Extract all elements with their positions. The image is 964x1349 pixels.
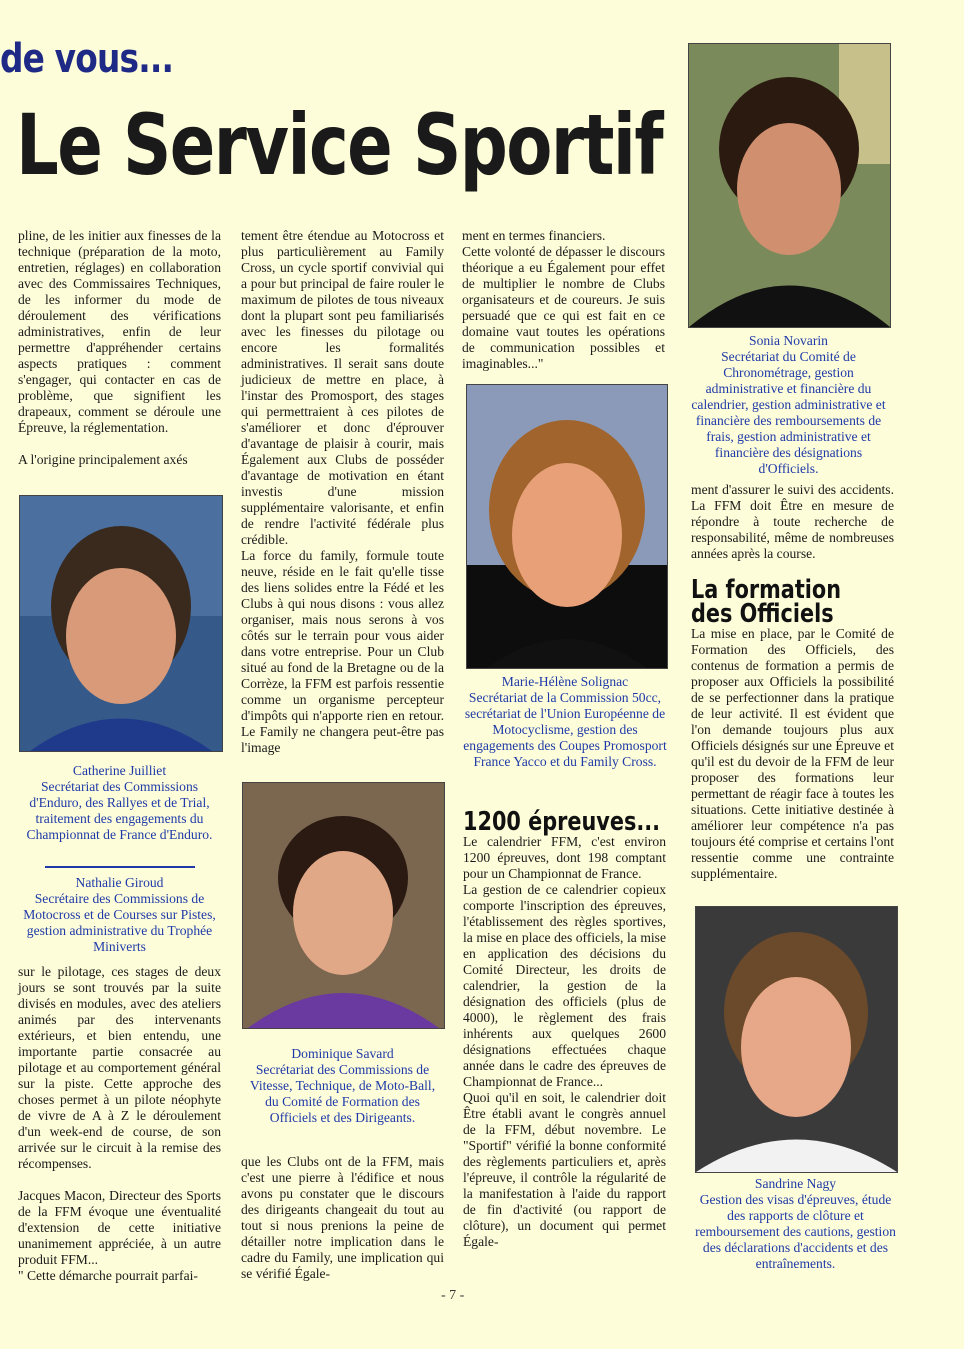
- paragraph: Cette volonté de dépasser le discours théorique a eu Également pour effet de multiplier le nombre de Clubs organisateurs et de coureurs. Je suis persuadé que ce qui est fait en ce domaine vaut toutes les opérations de communication possibles et imaginables...": [462, 244, 665, 371]
- caption-marie-helene-solignac: [462, 674, 668, 770]
- caption-role: Secrétaire des Commissions de Motocross et de Courses sur Pistes, gestion administrative du Trophée Miniverts: [23, 891, 216, 954]
- column-2-bottom: [241, 1154, 444, 1282]
- paragraph: La mise en place, par le Comité de Formation des Officiels, des contenus de formation a permis de proposer aux Officiels la possibilité de se perfectionner dans la pratique de leur activité. Il est évident que l'on demande toujours plus aux Officiels désignés sur une Épreuve et qu'il est du devoir de la FFM de leur proposer des formations leur permettant de réagir face à toutes les situations. Cette initiative destinée à améliorer leur compétence n'a pas toujours été comprise et certains l'ont ressentie comme une contrainte supplémentaire.: [691, 626, 894, 881]
- caption-nathalie-giroud: [18, 875, 221, 955]
- photo-catherine-juilliet: [19, 495, 223, 752]
- column-1-top: [18, 228, 221, 468]
- paragraph: ment d'assurer le suivi des accidents. La FFM doit Être en mesure de répondre à toute recherche de responsabilité, même de nombreuses années après la course.: [691, 482, 894, 561]
- paragraph: ment en termes financiers.: [462, 228, 606, 243]
- photo-sandrine-nagy: [695, 906, 898, 1173]
- paragraph: que les Clubs ont de la FFM, mais c'est une pierre à l'édifice et nous avons pu constater que le discours des dirigeants changeait du tout au tout si nous prenions la peine de détailler notre implication dans le cadre du Family, une implication qui se vérifié Égale-: [241, 1154, 444, 1281]
- column-1-bottom: [18, 964, 221, 1284]
- column-4-middle: [691, 626, 894, 882]
- caption-name: Catherine Juilliet: [72, 763, 167, 778]
- photo-dominique-savard: [242, 782, 445, 1029]
- caption-role: Secrétariat des Commissions d'Enduro, des Rallyes et de Trial, traitement des engagements du Championnat de France d'Enduro.: [26, 779, 213, 842]
- section-kicker: de vous...: [0, 36, 174, 82]
- caption-role: Gestion des visas d'épreuves, étude des rapports de clôture et remboursement des cautions, gestion des déclarations d'accidents et des entraînements.: [695, 1192, 896, 1271]
- caption-sonia-novarin: [686, 333, 891, 477]
- paragraph: A l'origine principalement axés: [18, 452, 188, 467]
- section-heading-formation-line-1: La formation: [691, 575, 842, 605]
- paragraph: Jacques Macon, Directeur des Sports de la FFM évoque une éventualité d'extension de cette initiative unanimement appréciée, à un autre produit FFM...: [18, 1188, 221, 1267]
- section-heading-1200-epreuves: 1200 épreuves...: [463, 807, 661, 837]
- page-title: Le Service Sportif: [16, 96, 662, 194]
- column-2-top: [241, 228, 444, 756]
- paragraph: Le calendrier FFM, c'est environ 1200 épreuves, dont 198 comptant pour un Championnat de France.: [463, 834, 666, 881]
- caption-divider: [45, 866, 195, 868]
- page-number: - 7 -: [441, 1288, 465, 1303]
- column-3-top: [462, 228, 665, 372]
- paragraph: La force du family, formule toute neuve, réside en le fait qu'elle tisse des liens solides entre la Fédé et les Clubs à qui nous disons : vous allez organiser, mais nous serons à vos côtés sur le terrain pour vous aider dans votre entreprise. Pour un Club situé au fond de la Bretagne ou de la Corrèze, la FFM est parfois ressentie comme un organisme percepteur d'impôts qui n'apporte rien en retour. Le Family ne changera peut-être pas l'image: [241, 548, 444, 755]
- caption-sandrine-nagy: [695, 1176, 896, 1272]
- caption-name: Sandrine Nagy: [754, 1176, 837, 1191]
- photo-marie-helene-solignac: [466, 384, 668, 669]
- photo-sonia-novarin: [688, 43, 891, 328]
- caption-name: Dominique Savard: [291, 1046, 394, 1061]
- paragraph: Quoi qu'il en soit, le calendrier doit Être établi avant le congrès annuel de la FFM, début novembre. Le "Sportif" vérifié la bonne conformité des règlements particuliers et, après l'épreuve, il contrôle la régularité de la manifestation à l'aide du rapport de fin d'activité (ou rapport de clôture), un document qui permet Égale-: [463, 1090, 666, 1249]
- caption-name: Sonia Novarin: [749, 333, 828, 348]
- caption-catherine-juilliet: [18, 763, 221, 843]
- caption-role: Secrétariat de la Commission 50cc, secrétariat de l'Union Européenne de Motocyclisme, gestion des engagements des Coupes Promosport France Yacco et du Family Cross.: [463, 690, 667, 769]
- paragraph: tement être étendue au Motocross et plus particulièrement au Family Cross, un cycle sportif convivial qui a pour but principal de faire rouler le maximum de pilotes de tous niveaux dont la plupart sont peu familiarisés avec les finesses du pilotage ou encore les formalités administratives. Il serait sans doute judicieux de mettre en place, à l'instar des Promosport, des stages qui permettraient à ces pilotes de s'améliorer et donc d'éprouver d'avantage de plaisir à courir, mais Également aux Clubs de posséder d'avantage de motivation en étant investis d'une mission supplémentaire valorisante, et enfin de rendre l'activité fédérale plus crédible.: [241, 228, 444, 547]
- caption-role: Secrétariat du Comité de Chronométrage, gestion administrative et financière du calendrier, gestion administrative et financière des remboursements de frais, gestion administrative et financière des désignations d'Officiels.: [691, 349, 886, 476]
- paragraph: " Cette démarche pourrait parfai-: [18, 1268, 198, 1283]
- column-3-bottom: [463, 834, 666, 1250]
- paragraph: sur le pilotage, ces stages de deux jours se sont trouvés par la suite divisés en modules, avec des ateliers animés par des intervenants extérieurs, et bien entendu, une importante partie consacrée au pilotage et au comportement général sur la piste. Cette approche des choses permet à un pilote néophyte de vivre de A à Z le déroulement d'un week-end de course, de son arrivée sur le circuit à la remise des récompenses.: [18, 964, 221, 1171]
- caption-name: Marie-Hélène Solignac: [501, 674, 629, 689]
- section-heading-formation-line-2: des Officiels: [691, 599, 834, 629]
- caption-dominique-savard: [242, 1046, 443, 1126]
- paragraph: pline, de les initier aux finesses de la technique (préparation de la moto, entretien, réglages) en collaboration avec des Commissaires Techniques, de les informer du mode de déroulement des vérifications administratives, enfin de leur permettre d'appréhender certains aspects pratiques : comment s'engager, qui contacter en cas de problème, que signifient les drapeaux, comment se déroule une Épreuve, la réglementation.: [18, 228, 221, 435]
- caption-name: Nathalie Giroud: [75, 875, 164, 890]
- caption-role: Secrétariat des Commissions de Vitesse, Technique, de Moto-Ball, du Comité de Formation des Officiels et des Dirigeants.: [249, 1062, 436, 1125]
- column-4-top: [691, 482, 894, 562]
- paragraph: La gestion de ce calendrier copieux comporte l'inscription des épreuves, l'établissement des règles sportives, la mise en place des officiels, la mise en application des décisions du Comité Directeur, les droits de calendrier, la gestion de la désignation des officiels (plus de 4000), le règlement des frais inhérents aux quelques 2600 désignations effectuées chaque année dans le cadre des épreuves de Championnat de France...: [463, 882, 666, 1089]
